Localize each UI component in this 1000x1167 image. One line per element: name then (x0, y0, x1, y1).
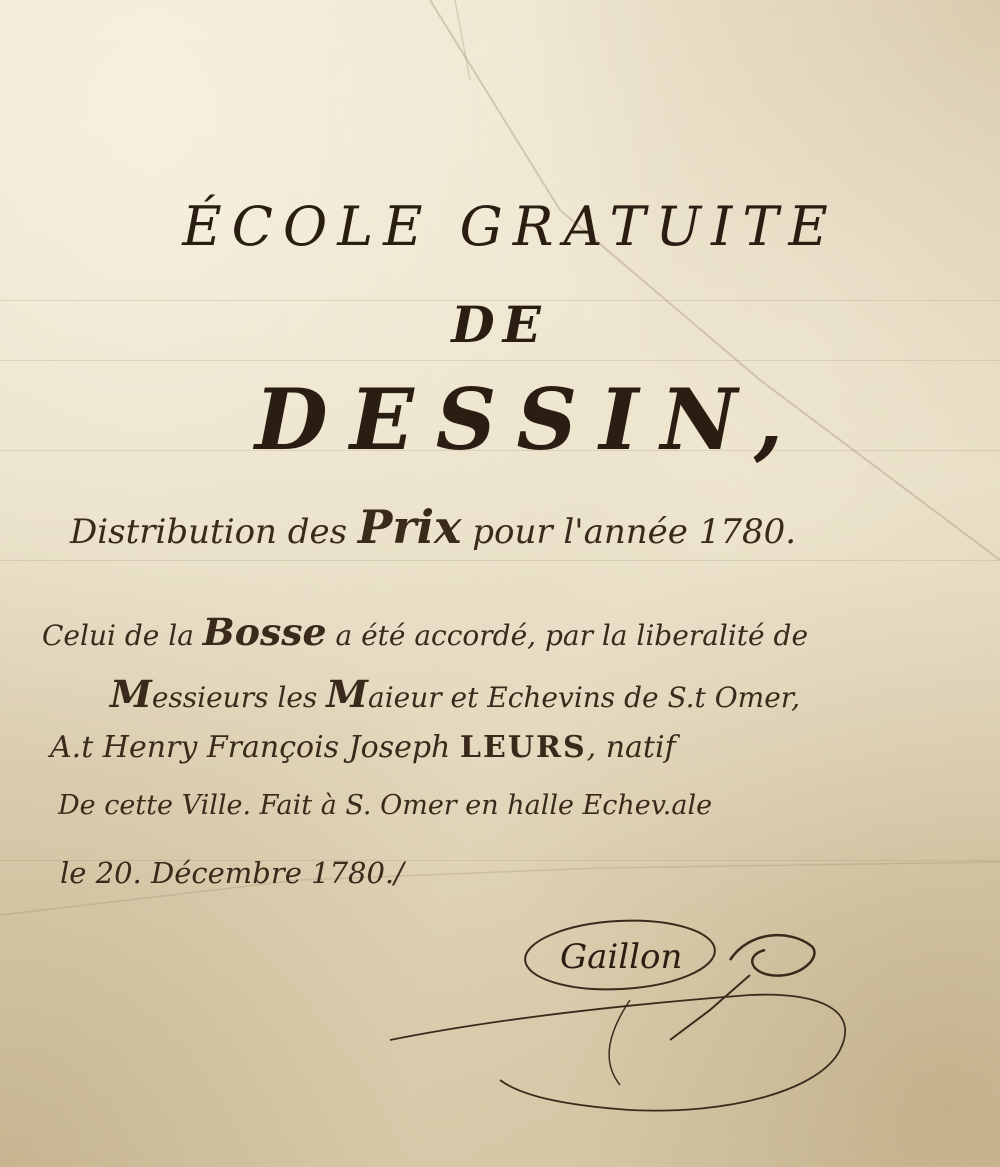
title-comma: , (753, 370, 806, 469)
prix-word: Prix (357, 500, 462, 554)
signature-flourish (370, 900, 890, 1130)
bosse-line (42, 610, 808, 654)
ruled-line (0, 360, 1000, 361)
ruled-line (0, 560, 1000, 561)
title-ecole-gratuite: ÉCOLE GRATUITE (182, 195, 838, 258)
date-line: le 20. Décembre 1780./ (60, 856, 404, 890)
distribution-line (70, 500, 796, 554)
distribution-text-a: Distribution des (70, 512, 348, 552)
distribution-text-c: pour l'année 1780. (472, 512, 797, 552)
bosse-word: Bosse (202, 610, 327, 654)
messieurs-initial: M (110, 672, 152, 716)
bosse-text-a: Celui de la (42, 619, 194, 652)
title-dessin (0, 370, 1000, 469)
recipient-text-a: A.t Henry François Joseph (50, 730, 451, 765)
recipient-text-c: , natif (586, 730, 676, 765)
maieur-initial: M (326, 672, 369, 716)
maieur-text: aieur et Echevins de S.t Omer, (368, 681, 800, 714)
title-dessin-text: DESSIN (254, 370, 754, 469)
bosse-text-c: a été accordé, par la liberalité de (335, 619, 809, 652)
messieurs-line (110, 672, 800, 716)
title-de: DE (451, 295, 549, 354)
recipient-line (50, 730, 676, 765)
messieurs-text: essieurs les (151, 681, 318, 714)
place-line: De cette Ville. Fait à S. Omer en halle Echev.ale (58, 790, 713, 821)
recipient-surname: LEURS (459, 730, 587, 765)
signature-name: Gaillon (560, 937, 683, 977)
